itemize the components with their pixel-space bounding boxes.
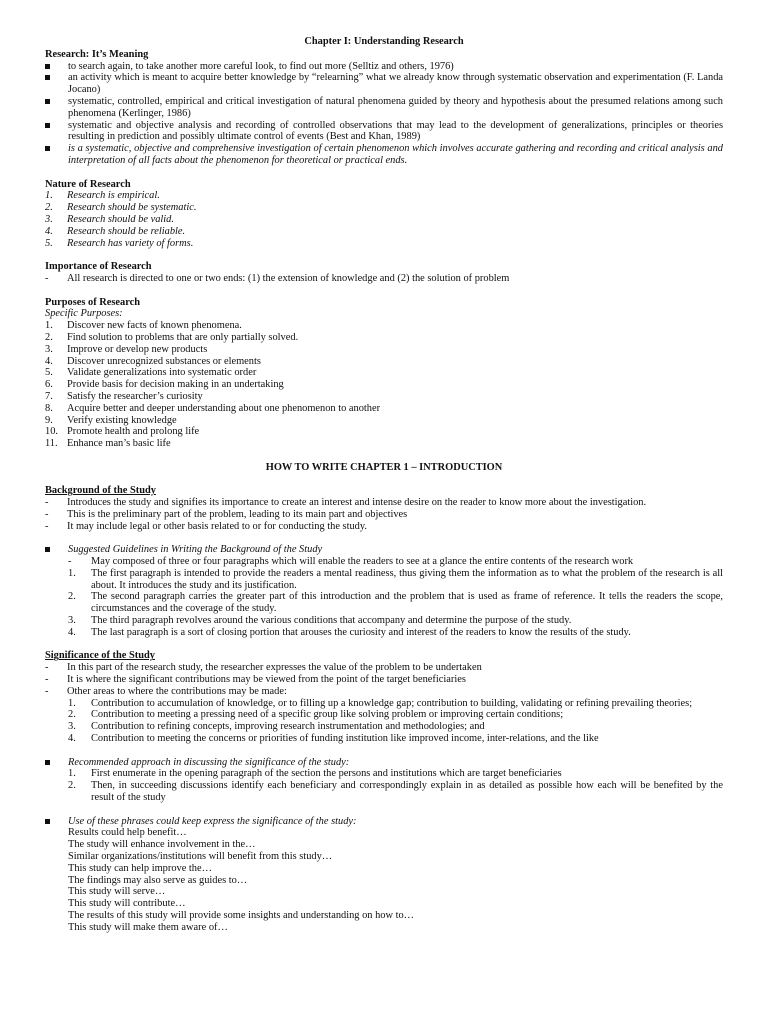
list-item: 4. Contribution to meeting the concerns or priorities of funding institution like improved income, inter-relations, and the like bbox=[68, 733, 599, 745]
meaning-list bbox=[45, 61, 723, 167]
list-item: 11. Enhance man’s basic life bbox=[45, 438, 171, 450]
list-item: 3. Contribution to refining concepts, improving research instrumentation and methodologies; and bbox=[68, 721, 485, 733]
list-item: 1. Research is empirical. bbox=[45, 190, 160, 202]
list-item: 2. Contribution to meeting a pressing need of a specific group like solving problem or improving certain conditions; bbox=[68, 709, 564, 721]
list-item: 2. Then, in succeeding discussions identify each beneficiary and correspondingly explain in as detailed as possible how each will be benefited by the result of the study bbox=[68, 780, 723, 803]
list-item: 10. Promote health and prolong life bbox=[45, 426, 200, 438]
purposes-list bbox=[45, 320, 723, 450]
list-item: This study will contribute… bbox=[68, 898, 186, 910]
list-item: 6. Provide basis for decision making in an undertaking bbox=[45, 379, 284, 391]
importance-heading: Importance of Research bbox=[45, 261, 152, 273]
list-item: 1. Discover new facts of known phenomena. bbox=[45, 320, 242, 332]
list-item: 4. The last paragraph is a sort of closing portion that arouses the curiosity and interest of the readers to know the results of the study. bbox=[68, 626, 631, 638]
square-bullet-icon bbox=[45, 61, 68, 73]
square-bullet-icon bbox=[45, 72, 68, 96]
list-item: This study can help improve the… bbox=[68, 862, 212, 874]
phrases-list bbox=[68, 827, 723, 933]
list-item: The findings may also serve as guides to… bbox=[68, 874, 248, 886]
square-bullet-icon bbox=[45, 96, 68, 120]
list-item: 9. Verify existing knowledge bbox=[45, 414, 177, 426]
list-item: 2. The second paragraph carries the greater part of this introduction and the problem that is used as frame of reference. It tells the readers the scope, circumstances and the coverage of the study. bbox=[68, 591, 723, 615]
square-bullet-icon bbox=[45, 757, 68, 769]
list-item: The results of this study will provide some insights and understanding on how to… bbox=[68, 909, 415, 921]
nature-list bbox=[45, 190, 723, 249]
list-item: - Other areas to where the contributions may be made: bbox=[45, 685, 287, 697]
phrases-heading: Use of these phrases could keep express the significance of the study: bbox=[45, 816, 723, 828]
list-item: 2. Research should be systematic. bbox=[45, 202, 197, 214]
list-item: - All research is directed to one or two ends: (1) the extension of knowledge and (2) the solution of problem bbox=[45, 272, 510, 284]
list-item: 8. Acquire better and deeper understanding about one phenomenon to another bbox=[45, 402, 381, 414]
areas-list bbox=[68, 698, 723, 745]
list-item: 4. Discover unrecognized substances or elements bbox=[45, 355, 261, 367]
list-item: 3. Improve or develop new products bbox=[45, 343, 208, 355]
list-item: - It is where the significant contributions may be viewed from the point of the target beneficiaries bbox=[45, 674, 466, 686]
list-item: 2. Find solution to problems that are only partially solved. bbox=[45, 331, 299, 343]
list-item: Results could help benefit… bbox=[68, 827, 187, 839]
list-item: 4. Research should be reliable. bbox=[45, 225, 186, 237]
list-item: is a systematic, objective and comprehensive investigation of certain phenomenon which involves accurate gathering and recording and critical analysis and interpretation of all facts about the phenomenon for theoretical or practical ends. bbox=[45, 143, 723, 167]
list-item: systematic and objective analysis and recording of controlled observations that may lead to the development of generalizations, principles or theories resulting in prediction and possibly ultimate control of events (Best and Khan, 1989) bbox=[45, 120, 723, 144]
square-bullet-icon bbox=[45, 120, 68, 144]
chapter-title: Chapter I: Understanding Research bbox=[304, 36, 464, 47]
purposes-heading: Purposes of Research bbox=[45, 296, 141, 308]
significance-heading: Significance of the Study bbox=[45, 650, 155, 662]
square-bullet-icon bbox=[45, 544, 68, 556]
list-item: 1. The first paragraph is intended to provide the readers a mental readiness, thus giving them the information as to what the problem of the research is all about. It introduces the study and its justification. bbox=[68, 567, 723, 591]
approach-heading: Recommended approach in discussing the significance of the study: bbox=[45, 757, 723, 769]
list-item: - This is the preliminary part of the problem, leading to its main part and objectives bbox=[45, 508, 408, 520]
list-item: 7. Satisfy the researcher’s curiosity bbox=[45, 390, 203, 402]
square-bullet-icon bbox=[45, 816, 68, 828]
meaning-heading: Research: It’s Meaning bbox=[45, 48, 149, 60]
nature-heading: Nature of Research bbox=[45, 178, 131, 190]
purposes-subheading: Specific Purposes: bbox=[45, 308, 123, 320]
list-item: - Introduces the study and signifies its importance to create an interest and intense desire on the reader to know more about the investigation. bbox=[45, 497, 647, 509]
background-heading: Background of the Study bbox=[45, 485, 156, 497]
approach-list bbox=[68, 768, 723, 803]
list-item: The study will enhance involvement in the… bbox=[68, 839, 256, 851]
list-item: 3. Research should be valid. bbox=[45, 213, 174, 225]
list-item: Similar organizations/institutions will benefit from this study… bbox=[68, 850, 333, 862]
list-item: - May composed of three or four paragraphs which will enable the readers to see at a glance the entire contents of the research work bbox=[68, 556, 634, 568]
list-item: 1. Contribution to accumulation of knowledge, or to filling up a knowledge gap; contribution to building, validating or refining prevailing theories; bbox=[68, 697, 693, 709]
how-to-title: HOW TO WRITE CHAPTER 1 – INTRODUCTION bbox=[265, 461, 503, 473]
list-item: 5. Validate generalizations into systematic order bbox=[45, 367, 257, 379]
list-item: - It may include legal or other basis related to or for conducting the study. bbox=[45, 520, 367, 532]
list-item: to search again, to take another more careful look, to find out more (Selltiz and others, 1976) bbox=[45, 61, 723, 73]
list-item: systematic, controlled, empirical and critical investigation of natural phenomena guided by theory and hypothesis about the presumed relations among such phenomena (Kerlinger, 1986) bbox=[45, 96, 723, 120]
list-item: This study will serve… bbox=[68, 886, 166, 898]
square-bullet-icon bbox=[45, 143, 68, 167]
list-item: 1. First enumerate in the opening paragraph of the section the persons and institutions which are target beneficiaries bbox=[68, 768, 562, 780]
list-item: 3. The third paragraph revolves around the various conditions that accompany and determine the purpose of the study. bbox=[68, 615, 572, 627]
guidelines-heading: Suggested Guidelines in Writing the Background of the Study bbox=[45, 544, 723, 556]
list-item: - In this part of the research study, the researcher expresses the value of the problem to be undertaken bbox=[45, 662, 482, 674]
guidelines-list bbox=[68, 556, 723, 639]
list-item: an activity which is meant to acquire better knowledge by “relearning” what we already know through systematic observation and experimentation (F. Landa Jocano) bbox=[45, 72, 723, 96]
list-item: 5. Research has variety of forms. bbox=[45, 237, 194, 249]
list-item: This study will make them aware of… bbox=[68, 921, 228, 933]
